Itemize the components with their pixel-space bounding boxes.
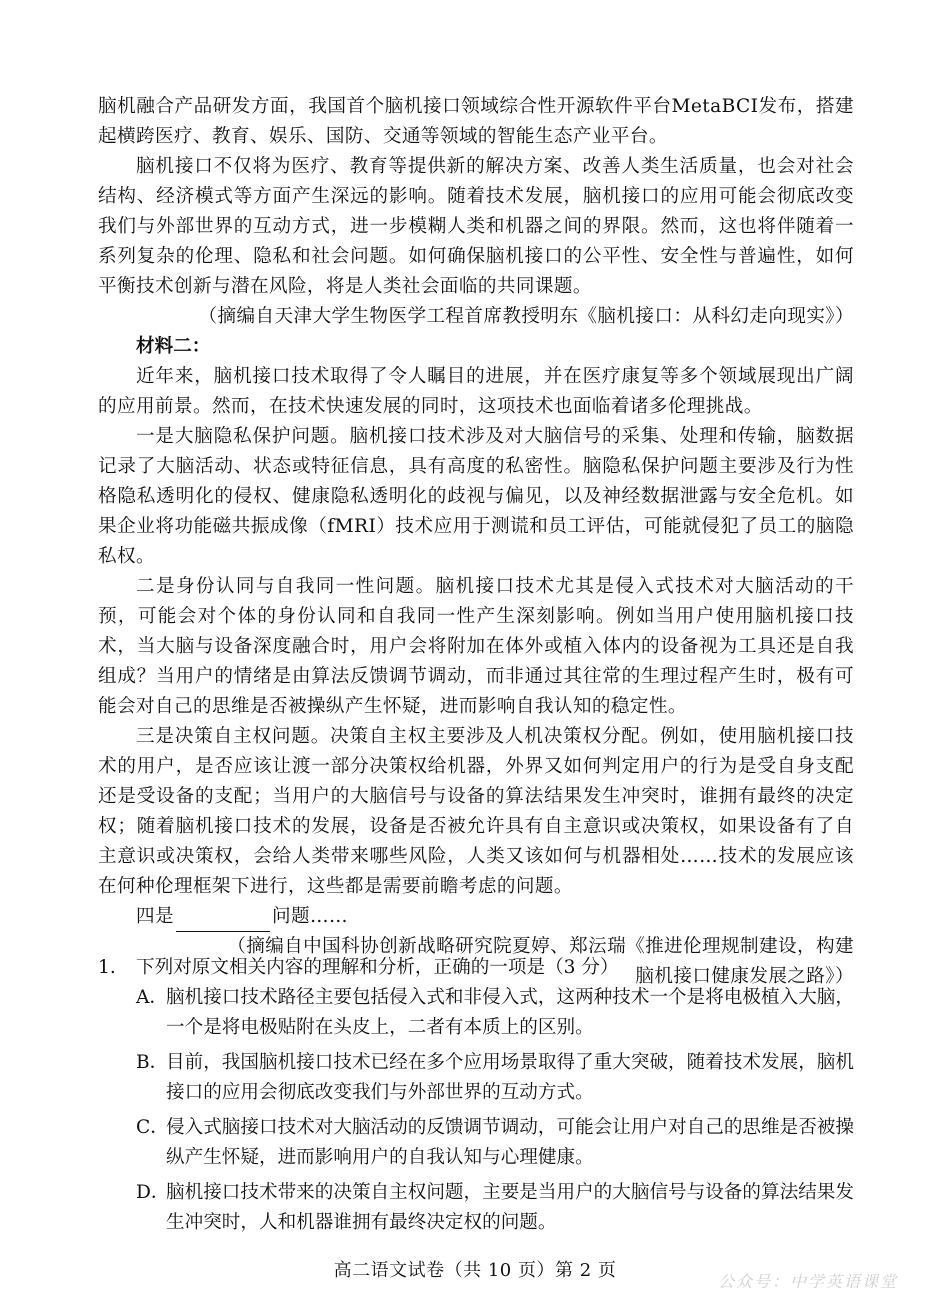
passage2-source-line-2: 脑机接口健康发展之路》）	[635, 966, 854, 987]
option-b	[98, 1048, 854, 1108]
option-text: 脑机接口技术路径主要包括侵入式和非侵入式，这两种技术一个是将电极植入大脑，一个是将电极贴附在头皮上，二者有本质上的区别。	[166, 987, 854, 1038]
fill-blank-prefix: 四是	[136, 906, 174, 927]
option-d	[98, 1178, 854, 1238]
passage1-paragraph-1: 脑机融合产品研发方面，我国首个脑机接口领域综合性开源软件平台MetaBCI发布，搭建起横跨医疗、教育、娱乐、国防、交通等领域的智能生态产业平台。	[98, 96, 854, 147]
option-letter: C．	[136, 1117, 169, 1138]
option-letter: A．	[136, 987, 169, 1008]
passage2-paragraph-3: 二是身份认同与自我同一性问题。脑机接口技术尤其是侵入式技术对大脑活动的干预，可能会对个体的身份认同和自我同一性产生深刻影响。例如当用户使用脑机接口技术，当大脑与设备深度融合时，用户会将附加在体外或植入体内的设备视为工具还是自我组成？当用户的情绪是由算法反馈调节调动，而非通过其往常的生理过程产生时，极有可能会对自己的思维是否被操纵产生怀疑，进而影响自我认知的稳定性。	[98, 576, 854, 717]
option-c	[98, 1113, 854, 1173]
passage2-source-line-1: （摘编自中国科协创新战略研究院夏婷、郑沄瑞《推进伦理规制建设，构建	[227, 936, 854, 957]
passage1-source: （摘编自天津大学生物医学工程首席教授明东《脑机接口：从科幻走向现实》）	[198, 306, 854, 327]
passage2-paragraph-5	[98, 902, 854, 932]
question-number: 1.	[98, 957, 116, 978]
option-text: 目前，我国脑机接口技术已经在多个应用场景取得了重大突破，随着技术发展，脑机接口的应用会彻底改变我们与外部世界的互动方式。	[166, 1052, 854, 1103]
passage2-paragraph-4: 三是决策自主权问题。决策自主权主要涉及人机决策权分配。例如，使用脑机接口技术的用户，是否应该让渡一部分决策权给机器，外界又如何判定用户的行为是受自身支配还是受设备的支配；当用户的大脑信号与设备的算法结果发生冲突时，谁拥有最终的决定权；随着脑机接口技术的发展，设备是否被允许具有自主意识或决策权，如果设备有了自主意识或决策权，会给人类带来哪些风险，人类又该如何与机器相处……技术的发展应该在何种伦理框架下进行，这些都是需要前瞻考虑的问题。	[98, 726, 854, 897]
material-two-heading: 材料二：	[136, 336, 211, 357]
passage2-paragraph-2: 一是大脑隐私保护问题。脑机接口技术涉及对大脑信号的采集、处理和传输，脑数据记录了大脑活动、状态或特征信息，具有高度的私密性。脑隐私保护问题主要涉及行为性格隐私透明化的侵权、健康隐私透明化的歧视与偏见，以及神经数据泄露与安全危机。如果企业将功能磁共振成像（fMRI）技术应用于测谎和员工评估，可能就侵犯了员工的脑隐私权。	[98, 426, 854, 567]
fill-in-blank	[176, 911, 270, 932]
fill-blank-suffix: 问题……	[272, 906, 348, 927]
option-text: 脑机接口技术带来的决策自主权问题，主要是当用户的大脑信号与设备的算法结果发生冲突时，人和机器谁拥有最终决定权的问题。	[166, 1182, 854, 1233]
watermark: 公众号：中学英语课堂	[717, 1272, 898, 1291]
page-footer: 高二语文试卷（共 10 页）第 2 页	[333, 1260, 617, 1281]
option-letter: D．	[136, 1182, 170, 1203]
question-stem	[98, 953, 854, 983]
question-1	[98, 953, 854, 1243]
option-letter: B．	[136, 1052, 169, 1073]
passage2-paragraph-1: 近年来，脑机接口技术取得了令人瞩目的进展，并在医疗康复等多个领域展现出广阔的应用前景。然而，在技术快速发展的同时，这项技术也面临着诸多伦理挑战。	[98, 366, 854, 417]
option-a	[98, 983, 854, 1043]
reading-passage	[98, 92, 854, 992]
option-text: 侵入式脑接口技术对大脑活动的反馈调节调动，可能会让用户对自己的思维是否被操纵产生怀疑，进而影响用户的自我认知与心理健康。	[166, 1117, 854, 1168]
question-text: 下列对原文相关内容的理解和分析，正确的一项是（3 分）	[136, 957, 619, 978]
passage1-paragraph-2: 脑机接口不仅将为医疗、教育等提供新的解决方案、改善人类生活质量，也会对社会结构、经济模式等方面产生深远的影响。随着技术发展，脑机接口的应用可能会彻底改变我们与外部世界的互动方式，进一步模糊人类和机器之间的界限。然而，这也将伴随着一系列复杂的伦理、隐私和社会问题。如何确保脑机接口的公平性、安全性与普遍性，如何平衡技术创新与潜在风险，将是人类社会面临的共同课题。	[98, 156, 854, 297]
